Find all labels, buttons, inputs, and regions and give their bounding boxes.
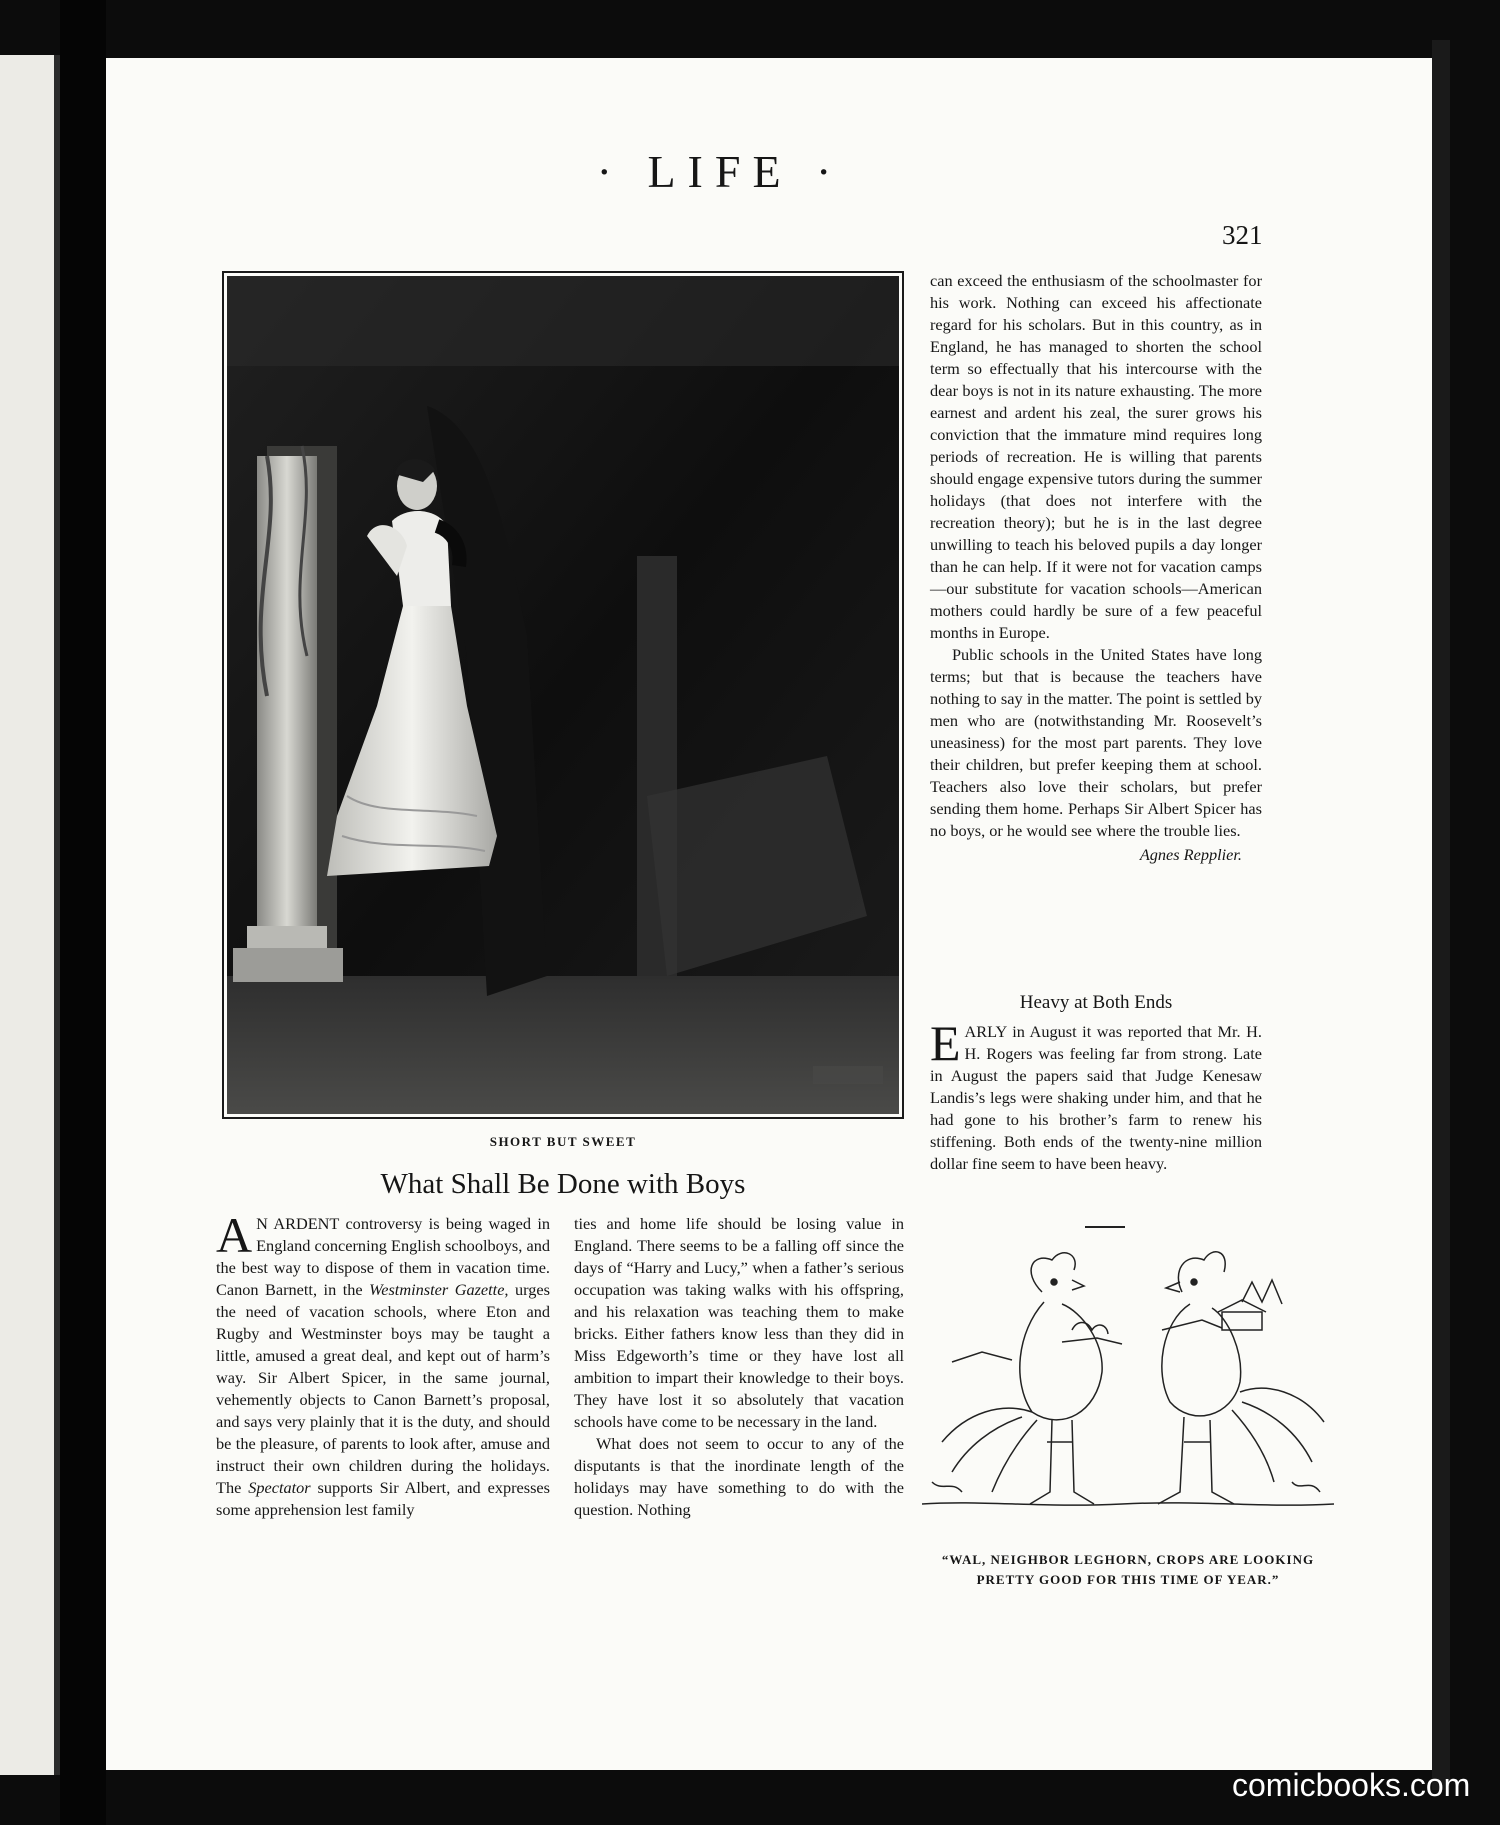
article-column-3 bbox=[930, 270, 1262, 866]
publication-name: Westminster Gazette, bbox=[369, 1280, 509, 1299]
publication-name: Spectator bbox=[248, 1478, 311, 1497]
article-headline: What Shall Be Done with Boys bbox=[380, 1168, 746, 1200]
cartoon-caption: “WAL, NEIGHBOR LEGHORN, CROPS ARE LOOKING PRETTY GOOD FOR THIS TIME OF YEAR.” bbox=[941, 1552, 1315, 1587]
drop-cap: A bbox=[216, 1207, 253, 1263]
author-signature: Agnes Repplier. bbox=[1139, 845, 1242, 864]
masthead: · LIFE · bbox=[596, 146, 844, 197]
couple-photo-image bbox=[227, 276, 899, 1114]
article2-headline: Heavy at Both Ends bbox=[1019, 992, 1173, 1013]
drop-cap: E bbox=[930, 1015, 961, 1071]
paragraph: What does not seem to occur to any of the disputants is that the inordinate length of the holidays may have something to do with the question. Nothing bbox=[574, 1434, 904, 1519]
page-border bbox=[1432, 40, 1450, 1790]
photo-illustration bbox=[222, 271, 904, 1119]
paragraph: ties and home life should be losing value in England. There seems to be a falling off since the days of “Harry and Lucy,” when a father’s serious occupation was taking walks with his offspring, and his relaxation was teaching them to make bricks. Either fathers know less than they did in Miss Edgeworth’s time or they have lost all ambition to impart their knowledge to their boys. They have lost it so absolutely that vacation schools have come to be necessary in the land. bbox=[574, 1214, 904, 1431]
article-column-1: A N ARDENT controversy is being waged in England concerning English schoolboys, and the best way to dispose of them in vacation time. Canon Barnett, in the Westminster Gazette, urges the need of vacation schools, where Eton and Rugby and Westminster boys may be taught a little, amused a great deal, and kept out of harm’s way. Sir Albert Spicer, in the same journal, vehemently objects to Canon Barnett’s proposal, and says very plainly that it is the duty, and should be the pleasure, of parents to look after, amuse and instruct their own children during the holidays. The Spectator supports Sir Albert, and expresses some apprehension lest family bbox=[216, 1207, 550, 1519]
rooster-cartoon-image bbox=[922, 1242, 1334, 1544]
book-spine bbox=[60, 0, 106, 1825]
facing-page-edge bbox=[0, 55, 60, 1775]
site-watermark: comicbooks.com bbox=[1232, 1767, 1471, 1803]
article-column-2 bbox=[574, 1213, 904, 1521]
photo-caption: SHORT BUT SWEET bbox=[489, 1134, 637, 1149]
article2-body: EARLY in August it was reported that Mr. H. H. Rogers was feeling far from strong. Late in August the papers said that Judge Kenesaw Landis’s legs were shaking under him, and that he had gone to his brother’s farm to renew his stiffening. Both ends of the twenty-nine million dollar fine seem to have been heavy. bbox=[930, 1015, 1262, 1173]
paragraph: Public schools in the United States have long terms; but that is because the teachers have nothing to say in the matter. The point is settled by men who are (notwithstanding Mr. Roosevelt’s uneasiness) for the most part parents. They love their children, but prefer keeping them at school. Teachers also love their scholars, but prefer sending them home. Perhaps Sir Albert Spicer has no boys, or he would see where the trouble lies. bbox=[930, 645, 1262, 840]
divider bbox=[1085, 1226, 1125, 1228]
paragraph: can exceed the enthusiasm of the schoolmaster for his work. Nothing can exceed his affectionate regard for his scholars. But in this country, as in England, he has managed to shorten the school term so effectually that his intercourse with the dear boys is not in its nature exhausting. The more earnest and ardent his zeal, the surer grows his conviction that the immature mind requires long periods of recreation. He is willing that parents should engage expensive tutors during the summer holidays (that does not interfere with the recreation theory); but he is in the last degree unwilling to teach his beloved pupils a day longer than he can help. If it were not for vacation camps —our substitute for vacation schools—American mothers could hardly be sure of a few peaceful months in Europe. bbox=[930, 271, 1262, 642]
page-number: 321 bbox=[1222, 220, 1263, 250]
